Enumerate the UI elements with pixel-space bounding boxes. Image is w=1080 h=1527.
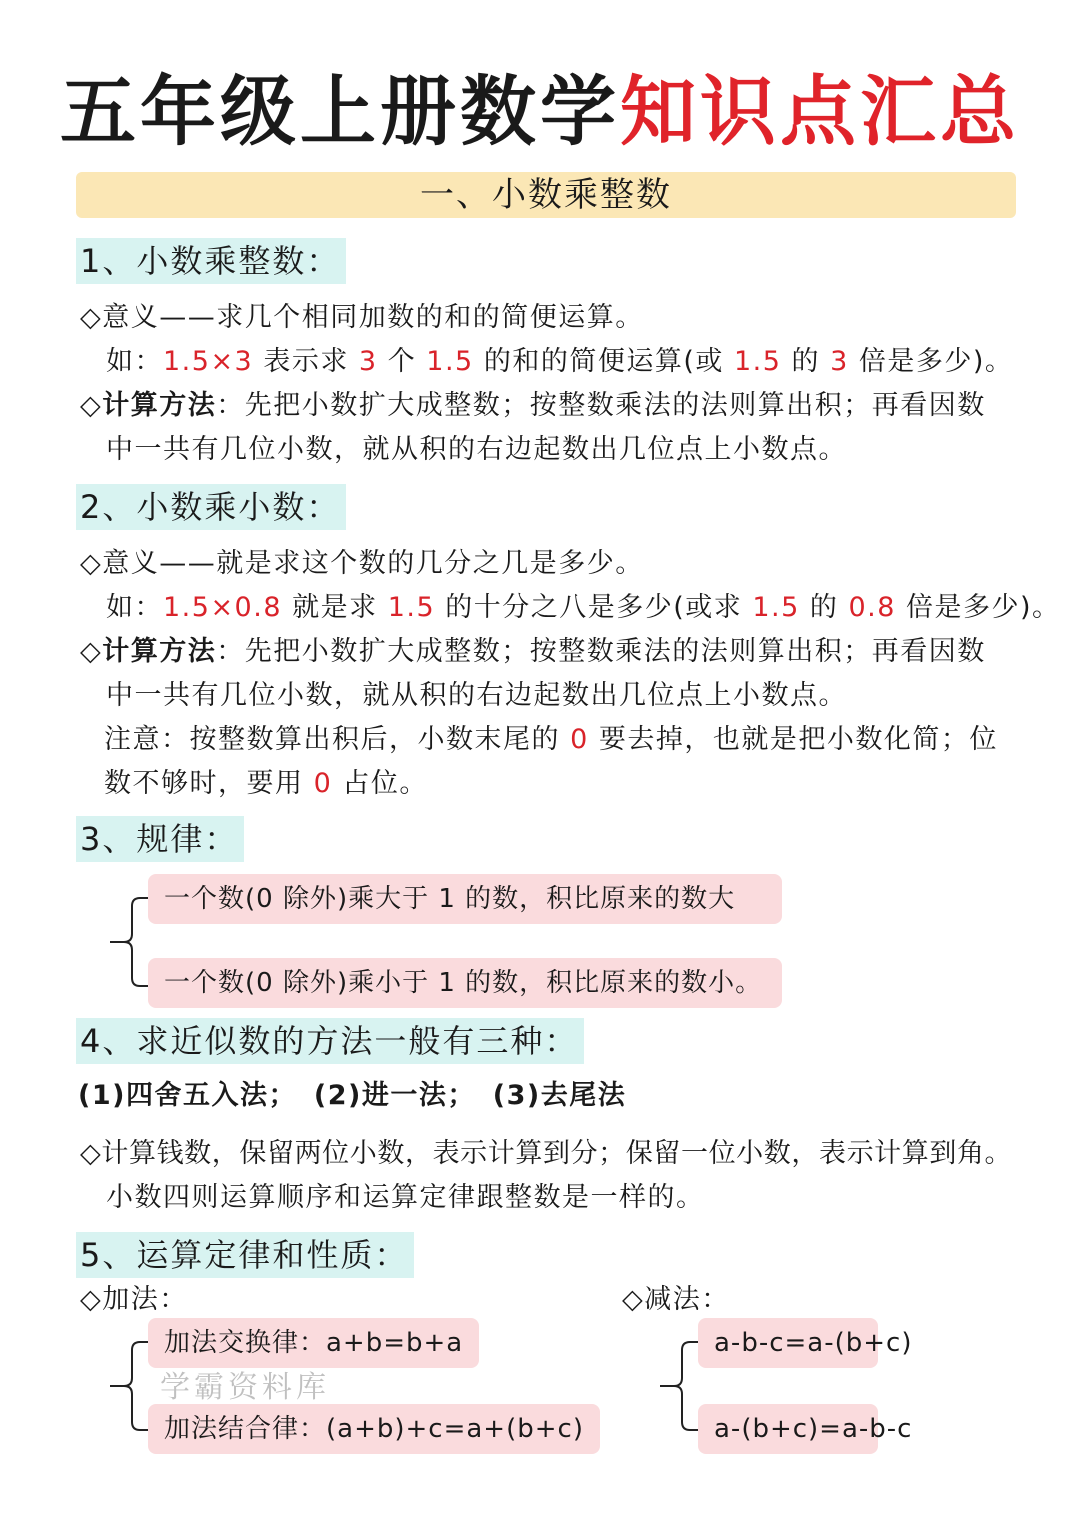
- s1-example-t1: 表示求: [253, 346, 359, 377]
- s2-note-b: 要去掉，也就是把小数化简；位: [588, 724, 998, 755]
- s2-example-n1: 1.5: [387, 592, 436, 623]
- title-black: 五年级上册数学: [60, 67, 620, 156]
- s2-method-label: 计算方法: [102, 636, 217, 667]
- heading-5: 5、运算定律和性质：: [76, 1232, 414, 1278]
- s1-example-t4: 的: [781, 346, 831, 377]
- s2-note-c: 数不够时，要用: [104, 768, 314, 799]
- diamond-icon: ◇: [80, 390, 103, 421]
- s2-example-t1: 就是求: [282, 592, 388, 623]
- heading-4: 4、求近似数的方法一般有三种：: [76, 1018, 584, 1064]
- s2-note-line2: [104, 766, 428, 802]
- addition-label: ◇加法：: [80, 1284, 188, 1315]
- page-title: [0, 62, 1080, 162]
- diamond-icon: ◇: [80, 636, 103, 667]
- s2-example-prefix: 如：: [106, 592, 163, 623]
- s2-method-line2: 中一共有几位小数，就从积的右边起数出几位点上小数点。: [106, 680, 847, 711]
- add-law-1-box: 加法交换律：a+b=b+a: [148, 1318, 479, 1368]
- s1-example-prefix: 如：: [106, 346, 163, 377]
- s2-note-line1: [104, 722, 998, 758]
- s1-meaning: ◇意义——求几个相同加数的和的简便运算。: [80, 302, 644, 333]
- s2-example-expr: 1.5×0.8: [163, 592, 283, 623]
- s1-example-t3: 的和的简便运算(或: [473, 346, 734, 377]
- s2-method: [80, 634, 986, 670]
- s2-example-t4: 倍是多少)。: [895, 592, 1061, 623]
- s1-example: [106, 344, 1013, 380]
- heading-3: 3、规律：: [76, 816, 244, 862]
- title-red: 知识点汇总: [620, 67, 1020, 156]
- s2-example-t3: 的: [799, 592, 849, 623]
- approx-methods: (1)四舍五入法； (2)进一法； (3)去尾法: [78, 1080, 627, 1111]
- s1-example-expr: 1.5×3: [163, 346, 254, 377]
- s1-example-n1: 3: [358, 346, 378, 377]
- s2-example: [106, 590, 1061, 626]
- s1-example-n3: 1.5: [733, 346, 782, 377]
- subtraction-brace-icon: [654, 1334, 704, 1444]
- add-law-2-box: 加法结合律：(a+b)+c=a+(b+c): [148, 1404, 600, 1454]
- sub-law-2-box: a-(b+c)=a-b-c: [698, 1404, 878, 1454]
- rule-1-box: 一个数(0 除外)乘大于 1 的数，积比原来的数大: [148, 874, 782, 924]
- s1-example-t5: 倍是多少)。: [848, 346, 1014, 377]
- heading-2: 2、小数乘小数：: [76, 484, 346, 530]
- addition-brace-icon: [104, 1334, 154, 1444]
- s2-meaning: ◇意义——就是求这个数的几分之几是多少。: [80, 548, 644, 579]
- rule-2-box: 一个数(0 除外)乘小于 1 的数，积比原来的数小。: [148, 958, 782, 1008]
- s2-note-zero1: 0: [570, 724, 589, 755]
- s2-example-n2: 1.5: [752, 592, 800, 623]
- s2-note-a: 注意：按整数算出积后，小数末尾的: [104, 724, 571, 755]
- s4-money: ◇计算钱数，保留两位小数，表示计算到分；保留一位小数，表示计算到角。: [80, 1138, 1013, 1169]
- s1-example-n2: 1.5: [426, 346, 474, 377]
- s1-example-n4: 3: [830, 346, 849, 377]
- watermark: 学霸资料库: [160, 1370, 330, 1405]
- s1-method-label: 计算方法: [102, 390, 217, 421]
- subtraction-label: ◇减法：: [622, 1284, 730, 1315]
- s1-method-line2: 中一共有几位小数，就从积的右边起数出几位点上小数点。: [106, 434, 847, 465]
- sub-law-1-box: a-b-c=a-(b+c): [698, 1318, 878, 1368]
- s1-example-t2: 个: [377, 346, 427, 377]
- s2-example-t2: 的十分之八是多少(或求: [435, 592, 753, 623]
- heading-1: 1、小数乘整数：: [76, 238, 346, 284]
- s2-example-n3: 0.8: [848, 592, 896, 623]
- section-banner: 一、小数乘整数: [76, 172, 1016, 218]
- s2-note-zero2: 0: [313, 768, 333, 799]
- s1-method: [80, 388, 986, 424]
- s2-note-d: 占位。: [332, 768, 428, 799]
- s4-order: 小数四则运算顺序和运算定律跟整数是一样的。: [106, 1182, 705, 1213]
- rule-brace-icon: [104, 890, 154, 1000]
- s1-method-line1: ：先把小数扩大成整数；按整数乘法的法则算出积；再看因数: [216, 390, 986, 421]
- s2-method-line1: ：先把小数扩大成整数；按整数乘法的法则算出积；再看因数: [216, 636, 986, 667]
